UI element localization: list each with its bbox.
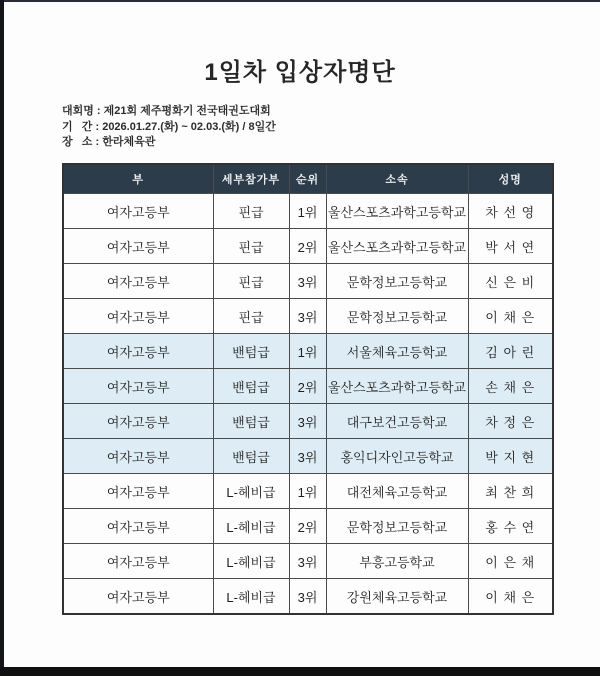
column-header: 성명: [468, 164, 553, 194]
cell-school: 홍익디자인고등학교: [326, 439, 468, 474]
cell-weight-class: L-헤비급: [213, 509, 289, 544]
cell-division: 여자고등부: [63, 229, 213, 264]
cell-school: 울산스포츠과학고등학교: [326, 369, 468, 404]
cell-rank: 3위: [289, 544, 326, 579]
cell-name: 김 아 린: [468, 334, 553, 369]
cell-rank: 2위: [289, 509, 326, 544]
cell-division: 여자고등부: [63, 194, 213, 229]
cell-name: 박 서 연: [468, 229, 553, 264]
cell-rank: 3위: [289, 439, 326, 474]
cell-name: 최 찬 희: [468, 474, 553, 509]
cell-division: 여자고등부: [63, 439, 213, 474]
scan-edge-top: [0, 0, 600, 2]
cell-school: 대구보건고등학교: [326, 404, 468, 439]
results-table: [62, 163, 554, 615]
cell-division: 여자고등부: [63, 299, 213, 334]
cell-name: 홍 수 연: [468, 509, 553, 544]
cell-name: 손 채 은: [468, 369, 553, 404]
cell-weight-class: 밴텀급: [213, 369, 289, 404]
cell-rank: 3위: [289, 404, 326, 439]
cell-rank: 3위: [289, 264, 326, 299]
table-row: [63, 404, 553, 439]
cell-division: 여자고등부: [63, 474, 213, 509]
cell-name: 차 선 영: [468, 194, 553, 229]
cell-division: 여자고등부: [63, 544, 213, 579]
cell-weight-class: L-헤비급: [213, 544, 289, 579]
column-header: 소속: [326, 164, 468, 194]
cell-rank: 1위: [289, 474, 326, 509]
cell-rank: 3위: [289, 579, 326, 615]
table-row: [63, 264, 553, 299]
table-row: [63, 544, 553, 579]
column-header: 세부참가부: [213, 164, 289, 194]
cell-school: 울산스포츠과학고등학교: [326, 229, 468, 264]
cell-school: 강원체육고등학교: [326, 579, 468, 615]
table-row: [63, 369, 553, 404]
cell-rank: 1위: [289, 334, 326, 369]
cell-weight-class: 핀급: [213, 299, 289, 334]
meta-line: 장 소 : 한라체육관: [62, 136, 156, 148]
cell-weight-class: 핀급: [213, 194, 289, 229]
cell-school: 부흥고등학교: [326, 544, 468, 579]
cell-name: 차 정 은: [468, 404, 553, 439]
table-row: [63, 229, 553, 264]
scan-edge-left: [0, 0, 4, 676]
cell-division: 여자고등부: [63, 334, 213, 369]
cell-name: 신 은 비: [468, 264, 553, 299]
cell-school: 문학정보고등학교: [326, 264, 468, 299]
cell-rank: 2위: [289, 229, 326, 264]
cell-weight-class: 밴텀급: [213, 334, 289, 369]
cell-name: 박 지 현: [468, 439, 553, 474]
table-row: [63, 299, 553, 334]
cell-school: 서울체육고등학교: [326, 334, 468, 369]
meta-line: 기 간 : 2026.01.27.(화) ~ 02.03.(화) / 8일간: [62, 120, 276, 133]
cell-weight-class: 밴텀급: [213, 439, 289, 474]
cell-rank: 3위: [289, 299, 326, 334]
cell-school: 문학정보고등학교: [326, 509, 468, 544]
cell-school: 대전체육고등학교: [326, 474, 468, 509]
table-row: [63, 194, 553, 229]
event-meta-block: [62, 104, 276, 151]
table-row: [63, 579, 553, 615]
cell-name: 이 은 채: [468, 544, 553, 579]
scan-edge-bottom: [0, 667, 600, 676]
cell-school: 문학정보고등학교: [326, 299, 468, 334]
cell-weight-class: 밴텀급: [213, 404, 289, 439]
cell-rank: 2위: [289, 369, 326, 404]
cell-weight-class: 핀급: [213, 264, 289, 299]
table-header-row: [63, 164, 553, 194]
table-row: [63, 474, 553, 509]
cell-division: 여자고등부: [63, 404, 213, 439]
cell-rank: 1위: [289, 194, 326, 229]
cell-division: 여자고등부: [63, 264, 213, 299]
cell-weight-class: 핀급: [213, 229, 289, 264]
table-row: [63, 439, 553, 474]
meta-line: 대회명 : 제21회 제주평화기 전국태권도대회: [62, 105, 271, 117]
results-table-body: [63, 194, 553, 615]
page-title: 1일차 입상자명단: [204, 59, 396, 86]
cell-name: 이 채 은: [468, 579, 553, 615]
cell-school: 울산스포츠과학고등학교: [326, 194, 468, 229]
table-row: [63, 334, 553, 369]
cell-name: 이 채 은: [468, 299, 553, 334]
cell-division: 여자고등부: [63, 509, 213, 544]
cell-weight-class: L-헤비급: [213, 474, 289, 509]
column-header: 부: [63, 164, 213, 194]
column-header: 순위: [289, 164, 326, 194]
cell-division: 여자고등부: [63, 369, 213, 404]
table-row: [63, 509, 553, 544]
cell-division: 여자고등부: [63, 579, 213, 615]
cell-weight-class: L-헤비급: [213, 579, 289, 615]
